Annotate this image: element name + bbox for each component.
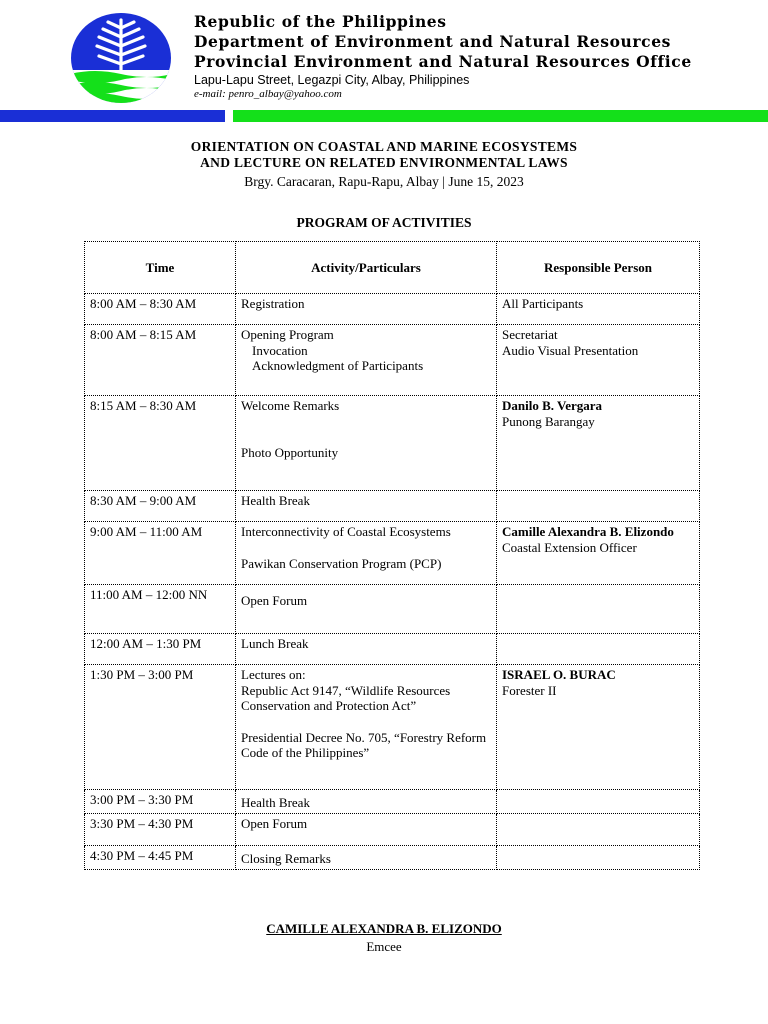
time-cell: 3:00 PM – 3:30 PM xyxy=(85,790,236,814)
time-cell: 8:00 AM – 8:15 AM xyxy=(85,325,236,396)
person-role: Forester II xyxy=(502,682,557,698)
spacer xyxy=(241,540,491,556)
letterhead-republic: Republic of the Philippines xyxy=(194,12,447,31)
letterhead-office: Provincial Environment and Natural Resources Office xyxy=(194,52,692,71)
activity-text: Photo Opportunity xyxy=(241,444,339,460)
person-cell xyxy=(497,846,700,870)
activity-text: Republic Act 9147, “Wildlife Resources Conservation and Protection Act” xyxy=(241,682,451,713)
activity-subitem: Acknowledgment of Participants xyxy=(252,358,424,373)
activity-cell xyxy=(236,396,497,491)
denr-logo xyxy=(70,12,172,104)
letterhead-department: Department of Environment and Natural Resources xyxy=(194,32,671,51)
event-title-line1: ORIENTATION ON COASTAL AND MARINE ECOSYSTEMS xyxy=(190,139,578,154)
person-cell xyxy=(497,585,700,634)
activity-cell: Closing Remarks xyxy=(236,846,497,870)
table-row xyxy=(85,665,700,790)
activity-cell: Health Break xyxy=(236,491,497,522)
table-row xyxy=(85,294,700,325)
person-cell xyxy=(497,665,700,790)
time-cell: 3:30 PM – 4:30 PM xyxy=(85,814,236,846)
person-cell xyxy=(497,790,700,814)
time-cell: 1:30 PM – 3:00 PM xyxy=(85,665,236,790)
time-cell: 12:00 AM – 1:30 PM xyxy=(85,634,236,665)
table-row xyxy=(85,491,700,522)
table-header-row xyxy=(85,242,700,294)
activity-cell: Registration xyxy=(236,294,497,325)
table-row xyxy=(85,522,700,585)
table-row xyxy=(85,585,700,634)
letterhead-address: Lapu-Lapu Street, Legazpi City, Albay, Philippines xyxy=(194,73,470,87)
spacer xyxy=(241,714,491,730)
table-row xyxy=(85,790,700,814)
person-role: Audio Visual Presentation xyxy=(502,342,639,358)
activity-text: Pawikan Conservation Program (PCP) xyxy=(241,555,442,571)
table-row xyxy=(85,814,700,846)
letterhead-email: e-mail: penro_albay@yahoo.com xyxy=(194,88,342,100)
emcee-role: Emcee xyxy=(366,939,402,954)
program-table xyxy=(84,241,700,870)
column-header-time: Time xyxy=(85,242,236,294)
activity-cell: Open Forum xyxy=(236,585,497,634)
time-cell: 8:00 AM – 8:30 AM xyxy=(85,294,236,325)
time-cell: 4:30 PM – 4:45 PM xyxy=(85,846,236,870)
person-name: Danilo B. Vergara xyxy=(502,398,603,413)
person-cell xyxy=(497,634,700,665)
time-cell: 8:15 AM – 8:30 AM xyxy=(85,396,236,491)
person-cell xyxy=(497,522,700,585)
activity-cell xyxy=(236,665,497,790)
activity-text: Presidential Decree No. 705, “Forestry Reform Code of the Philippines” xyxy=(241,729,487,760)
person-role: Punong Barangay xyxy=(502,413,595,429)
activity-cell xyxy=(236,325,497,396)
activity-cell: Open Forum xyxy=(236,814,497,846)
activity-text: Interconnectivity of Coastal Ecosystems xyxy=(241,524,451,539)
activity-text: Opening Program xyxy=(241,327,334,342)
activity-cell xyxy=(236,522,497,585)
person-cell xyxy=(497,814,700,846)
activity-cell: Health Break xyxy=(236,790,497,814)
header-rule-blue xyxy=(0,110,225,122)
table-row xyxy=(85,846,700,870)
emcee-name: CAMILLE ALEXANDRA B. ELIZONDO xyxy=(266,921,502,936)
person-name: ISRAEL O. BURAC xyxy=(502,667,616,682)
table-row xyxy=(85,325,700,396)
person-name: Camille Alexandra B. Elizondo xyxy=(502,524,674,539)
person-cell xyxy=(497,325,700,396)
spacer xyxy=(241,414,491,445)
time-cell: 11:00 AM – 12:00 NN xyxy=(85,585,236,634)
activity-subitem: Invocation xyxy=(252,342,308,358)
table-row xyxy=(85,634,700,665)
table-row xyxy=(85,396,700,491)
letterhead-text xyxy=(194,12,692,101)
time-cell: 8:30 AM – 9:00 AM xyxy=(85,491,236,522)
event-title-line2: AND LECTURE ON RELATED ENVIRONMENTAL LAWS xyxy=(200,155,568,170)
person-name: Secretariat xyxy=(502,327,558,342)
activity-text: Welcome Remarks xyxy=(241,398,340,413)
time-cell: 9:00 AM – 11:00 AM xyxy=(85,522,236,585)
column-header-activity: Activity/Particulars xyxy=(236,242,497,294)
person-cell xyxy=(497,491,700,522)
header-rule-green xyxy=(233,110,768,122)
person-cell xyxy=(497,396,700,491)
program-heading: PROGRAM OF ACTIVITIES xyxy=(296,215,472,230)
event-venue-date: Brgy. Caracaran, Rapu-Rapu, Albay | June 15, 2023 xyxy=(244,174,524,189)
activity-text: Lectures on: xyxy=(241,667,306,682)
person-cell: All Participants xyxy=(497,294,700,325)
person-role: Coastal Extension Officer xyxy=(502,539,637,555)
activity-cell: Lunch Break xyxy=(236,634,497,665)
column-header-person: Responsible Person xyxy=(497,242,700,294)
